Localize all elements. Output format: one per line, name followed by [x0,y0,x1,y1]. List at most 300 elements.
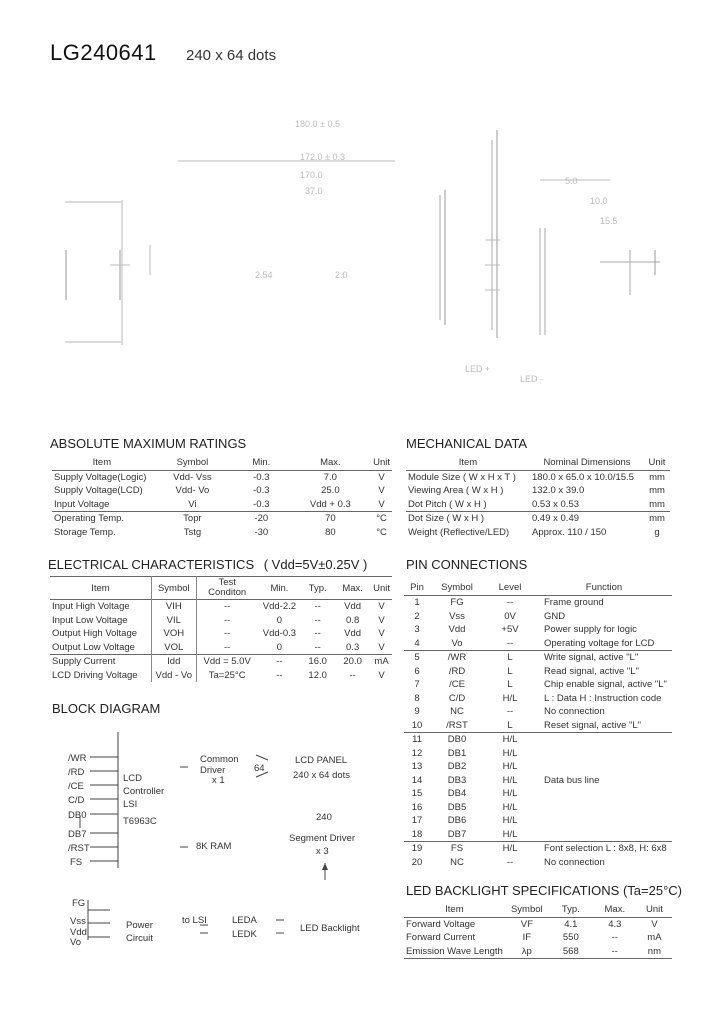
pin-row [404,719,672,733]
header-cell: Item [458,457,478,469]
cell: VF [520,918,533,930]
pin-level: H/L [502,774,518,786]
table-row [406,526,670,540]
table-row [406,498,670,512]
table-row [406,512,670,526]
pin-symbol: /WR [447,652,467,664]
table-row [406,484,670,498]
header-cell: Unit [648,457,666,469]
pin-symbol: DB6 [447,815,467,827]
pin-symbol: DB2 [447,761,467,773]
cell: Input High Voltage [52,601,130,613]
pin-number: 18 [411,828,423,840]
pin-number: 3 [414,624,420,636]
signal-wr: /WR [68,753,87,764]
pin-number: 16 [411,801,423,813]
cell: 180.0 x 65.0 x 10.0/15.5 [532,471,634,483]
pin-function: Font selection L : 8x8, H: 6x8 [544,843,667,855]
header-cell: Test Conditon [196,577,258,600]
pin-number: 9 [414,706,420,718]
pin-symbol: DB3 [447,774,467,786]
table-row [406,470,670,484]
cell: V [378,498,385,510]
cell: 0 [276,614,283,626]
header-cell: Max. [342,582,363,594]
pin-function: Reset signal, active "L" [544,719,642,731]
signal-ce: /CE [68,781,84,792]
pin-function: L : Data H : Instruction code [544,692,662,704]
header-cell: Unit [373,457,390,469]
cell: Weight (Reflective/LED) [408,526,510,538]
led-table [404,903,672,959]
cell: g [654,526,660,538]
pin-level: L [507,719,513,731]
elec-table [50,576,392,682]
pin-level: -- [506,597,514,609]
cell: V [378,471,385,483]
pin-level: H/L [502,828,518,840]
cell: 0.3 [346,641,360,653]
cell: Supply Voltage(Logic) [54,471,147,483]
pin-symbol: FG [450,597,464,609]
pin-symbol: C/D [448,692,466,704]
pin-symbol: DB5 [447,801,467,813]
segment-driver-count: x 3 [316,846,329,857]
header-cell: Symbol [441,582,473,593]
cell: Forward Voltage [406,918,476,930]
pin-row [404,665,672,679]
table-row [52,498,392,512]
cell: -0.3 [253,471,270,483]
header-cell: Level [498,582,522,593]
pin-row [404,787,672,801]
pin-level: H/L [502,801,518,813]
pin-row [404,623,672,637]
cell: Vdd-0.3 [262,628,297,640]
model-title: LG240641 [50,40,157,65]
header-cell: Min. [270,582,289,594]
pin-row [404,596,672,610]
cell: -- [611,945,618,957]
table-header-row [406,456,670,470]
table-row [52,526,392,540]
cell: -- [196,641,258,655]
pin-row [404,651,672,665]
mech-table [406,456,670,539]
pin-function: Operating voltage for LCD [544,637,655,649]
pin-row [404,610,672,624]
cell: Output Low Voltage [52,641,135,653]
pin-number: 8 [414,692,420,704]
dim-label: 170.0 [300,170,323,180]
pin-function [536,828,672,842]
table-row [50,614,392,628]
cell: mA [647,932,662,944]
cell: Vdd [344,601,362,613]
cell: -- [276,669,283,681]
cell: °C [376,526,387,538]
pin-number: 7 [414,679,420,691]
pins-title: PIN CONNECTIONS [406,557,528,572]
pin-symbol: NC [450,856,464,868]
cell: VIH [151,600,196,614]
pin-level: H/L [502,788,518,800]
elec-title [48,557,367,572]
segment-driver-label: Segment Driver [289,833,355,844]
cell: -- [196,614,258,628]
cell: -0.3 [253,498,270,510]
pin-row [404,760,672,774]
cell: V [378,485,385,497]
cell: V [378,601,385,613]
header-cell: Nominal Dimensions [543,457,631,469]
cell: V [378,641,385,653]
signal-cd: C/D [68,795,85,806]
pin-number: 5 [414,652,420,664]
cell: 20.0 [343,656,362,668]
dim-label: 172.0 ± 0.3 [300,152,345,162]
cell: Topr [183,513,202,525]
pin-function: GND [544,610,566,622]
cell: -- [314,641,321,653]
table-row [50,669,392,683]
common-lines-count: 64 [254,763,265,774]
ram-label: 8K RAM [196,841,232,852]
table-row [50,655,392,669]
pin-function: Chip enable signal, active "L" [544,679,667,691]
pin-function [536,801,672,815]
cell: 12.0 [308,669,327,681]
pin-level: H/L [502,815,518,827]
header-cell: Min. [252,457,271,469]
table-row [404,917,672,931]
cell: Vdd- Vss [173,471,212,483]
cell: Ta=25°C [196,669,258,683]
header-cell: Item [445,904,464,916]
pin-row [404,733,672,747]
dim-label: 5.0 [565,176,578,186]
cell: Vdd + 0.3 [309,498,351,510]
elec-condition: ( Vdd=5V±0.25V ) [263,557,368,572]
dim-label: 2.54 [255,270,273,280]
cell: 0.53 x 0.53 [532,498,580,510]
cell: V [378,628,385,640]
pin-function [536,814,672,828]
cell: -- [314,601,321,613]
cell: Dot Pitch ( W x H ) [408,498,487,510]
pin-row [404,774,672,788]
pin-row [404,705,672,719]
segment-lines-count: 240 [316,812,332,823]
pin-function [536,747,672,761]
pin-row [404,747,672,761]
header-cell: Symbol [151,577,196,600]
cell: 7.0 [323,471,337,483]
cell: -- [276,656,283,668]
cell: mm [649,513,665,525]
cell: LCD Driving Voltage [52,669,138,681]
elec-title-text: ELECTRICAL CHARACTERISTICS [48,557,255,572]
pin-level: L [507,665,513,677]
header-cell: Unit [373,582,390,594]
power-vo: Vo [70,937,82,948]
header-cell: Unit [645,904,663,916]
dim-label: 15.5 [600,216,618,226]
cell: Vdd - Vo [151,669,196,683]
pin-row [404,678,672,692]
cell: 568 [562,945,579,957]
pin-level: +5V [501,624,519,636]
cell: mA [374,656,389,668]
cell: 550 [562,932,579,944]
signal-db0: DB0 [68,810,87,821]
pin-level: -- [506,856,514,868]
cell: VOL [151,641,196,655]
led-anode-pin: LEDA [232,915,257,926]
header-cell: Item [92,457,112,469]
pin-level: 0V [504,610,516,622]
header-cell: Typ. [308,582,327,594]
cell: 80 [325,526,336,538]
cell: 0.49 x 0.49 [532,513,580,525]
controller-label: LSI [123,799,138,810]
pin-number: 10 [411,719,423,731]
cell: mm [649,498,665,510]
dim-label: 180.0 ± 0.5 [295,119,340,129]
dim-label: 2.0 [335,270,348,280]
controller-chip: T6963C [123,816,157,827]
header-cell: Pin [410,582,424,593]
cell: λp [521,945,532,957]
cell: mm [649,485,665,497]
table-row [50,641,392,655]
pin-symbol: DB1 [447,747,467,759]
pin-number: 1 [414,597,420,609]
cell: Operating Temp. [54,513,125,525]
cell: mm [649,471,665,483]
led-title: LED BACKLIGHT SPECIFICATIONS (Ta=25°C) [406,883,682,898]
cell: 70 [325,513,336,525]
dim-label: 37.0 [305,186,323,196]
pin-row [404,856,672,870]
pin-symbol: /RST [446,719,468,731]
dim-label: 10.0 [590,196,608,206]
pin-level: H/L [502,761,518,773]
cell: Idd [151,655,196,669]
cell: Supply Voltage(LCD) [54,485,143,497]
cell: -- [314,614,321,626]
mechanical-drawing [0,100,720,400]
pin-function: No connection [544,706,605,718]
cell: Tstg [183,526,202,538]
lcd-panel-dots: 240 x 64 dots [293,770,351,781]
cell: 0.8 [346,614,360,626]
pin-number: 20 [411,856,423,868]
led-backlight-label: LED Backlight [300,923,360,934]
power-fg: FG [72,898,86,909]
pin-function: Read signal, active "L" [544,665,639,677]
pin-function [536,733,672,747]
pin-row [404,801,672,815]
pin-number: 11 [412,734,422,746]
table-row [404,945,672,959]
table-header-row [52,456,392,470]
cell: V [651,918,658,930]
cell: Vdd [344,628,362,640]
pin-symbol: FS [450,843,464,855]
pin-function: No connection [544,856,605,868]
controller-label: Controller [123,786,165,797]
cell: Module Size ( W x H x T ) [408,471,516,483]
common-driver-label: Common [200,754,239,765]
cell: Vi [188,498,197,510]
cell: -- [196,627,258,641]
cell: nm [647,945,661,957]
pin-symbol: /CE [449,679,465,691]
to-lsi-label: to LSI [182,915,207,926]
cell: Emission Wave Length [406,945,503,957]
pin-row [404,842,672,856]
pin-level: H/L [502,747,518,759]
cell: -- [196,600,258,614]
dim-label: LED + [465,364,491,374]
header-cell: Max. [320,457,341,469]
cell: 25.0 [321,485,340,497]
cell: Viewing Area ( W x H ) [408,485,504,497]
pin-symbol: DB4 [447,788,467,800]
pin-symbol: Vo [451,637,463,649]
power-circuit-label: Power [126,920,153,931]
header-cell: Max. [604,904,626,916]
pin-function: Write signal, active "L" [544,652,639,664]
cell: V [378,614,385,626]
cell: Storage Temp. [54,526,116,538]
header-cell: Symbol [510,904,543,916]
cell: 4.3 [608,918,622,930]
cell: -30 [254,526,269,538]
pin-symbol: Vdd [448,624,466,636]
pin-symbol: Vss [449,610,465,622]
table-row [50,600,392,614]
cell: Supply Current [52,656,116,668]
signal-db7: DB7 [68,829,87,840]
cell: Input Low Voltage [52,614,128,626]
cell: Dot Size ( W x H ) [408,513,485,525]
pin-symbol: /RD [448,665,466,677]
pin-number: 6 [414,665,420,677]
table-row [50,627,392,641]
cell: -- [611,932,618,944]
cell: Approx. 110 / 150 [532,526,607,538]
pin-number: 4 [414,637,420,649]
cell: Output High Voltage [52,628,138,640]
table-header-row [50,577,392,600]
mech-title: MECHANICAL DATA [406,436,528,451]
table-header-row [404,580,672,596]
cell: VOH [151,627,196,641]
signal-rd: /RD [68,767,85,778]
pin-level: L [507,679,513,691]
pin-symbol: DB0 [447,734,467,746]
header-cell: Typ. [561,904,580,916]
pin-number: 19 [411,843,423,855]
table-row [404,931,672,945]
pin-function [536,787,672,801]
pin-number: 2 [414,610,420,622]
cell: V [378,669,385,681]
block-diagram [0,720,400,960]
pin-level: H/L [502,734,518,746]
power-vss: Vss [70,916,86,927]
controller-label: LCD [123,773,143,784]
dim-label: LED - [520,374,544,384]
cell: 16.0 [308,656,327,668]
pin-function [536,760,672,774]
header-cell: Function [585,582,623,593]
signal-fs: FS [70,857,83,868]
abs-max-title: ABSOLUTE MAXIMUM RATINGS [50,436,247,451]
led-cathode-pin: LEDK [232,929,257,940]
cell: -- [314,628,321,640]
cell: 0 [276,641,283,653]
pin-level: -- [506,637,514,649]
lcd-panel-label: LCD PANEL [295,755,348,766]
pin-row [404,828,672,842]
pin-symbol: NC [450,706,464,718]
power-circuit-label: Circuit [126,933,153,944]
cell: °C [376,513,387,525]
pin-row [404,637,672,651]
table-header-row [404,903,672,917]
signal-rst: /RST [68,843,90,854]
cell: -0.3 [253,485,270,497]
cell: 4.1 [564,918,578,930]
abs-max-table [52,456,392,539]
pin-number: 17 [411,815,423,827]
dots-subtitle: 240 x 64 dots [186,47,277,64]
pin-function: Power supply for logic [544,624,637,636]
cell: Vdd- Vo [175,485,210,497]
pin-level: H/L [502,843,518,855]
header-cell: Item [91,582,110,594]
cell: Input Voltage [54,498,110,510]
pin-symbol: DB7 [447,828,467,840]
cell: -20 [254,513,269,525]
pin-level: -- [506,706,514,718]
pin-level: H/L [502,692,518,704]
cell: 132.0 x 39.0 [532,485,585,497]
pins-table [404,580,672,869]
pin-number: 12 [411,747,423,759]
cell: Forward Current [406,932,476,944]
power-vdd: Vdd [70,927,87,938]
table-row [52,512,392,526]
cell: VIL [151,614,196,628]
table-row [52,470,392,484]
header-cell: Symbol [176,457,209,469]
cell: Vdd-2.2 [262,601,297,613]
pin-level: L [507,652,513,664]
table-row [52,484,392,498]
cell: Vdd = 5.0V [196,655,258,669]
pin-row [404,814,672,828]
pin-function: Frame ground [544,597,604,609]
common-driver-count: x 1 [212,775,225,786]
pin-number: 13 [411,761,423,773]
common-driver-label: Driver [200,765,226,776]
pin-row [404,692,672,706]
pin-number: 14 [411,774,423,786]
